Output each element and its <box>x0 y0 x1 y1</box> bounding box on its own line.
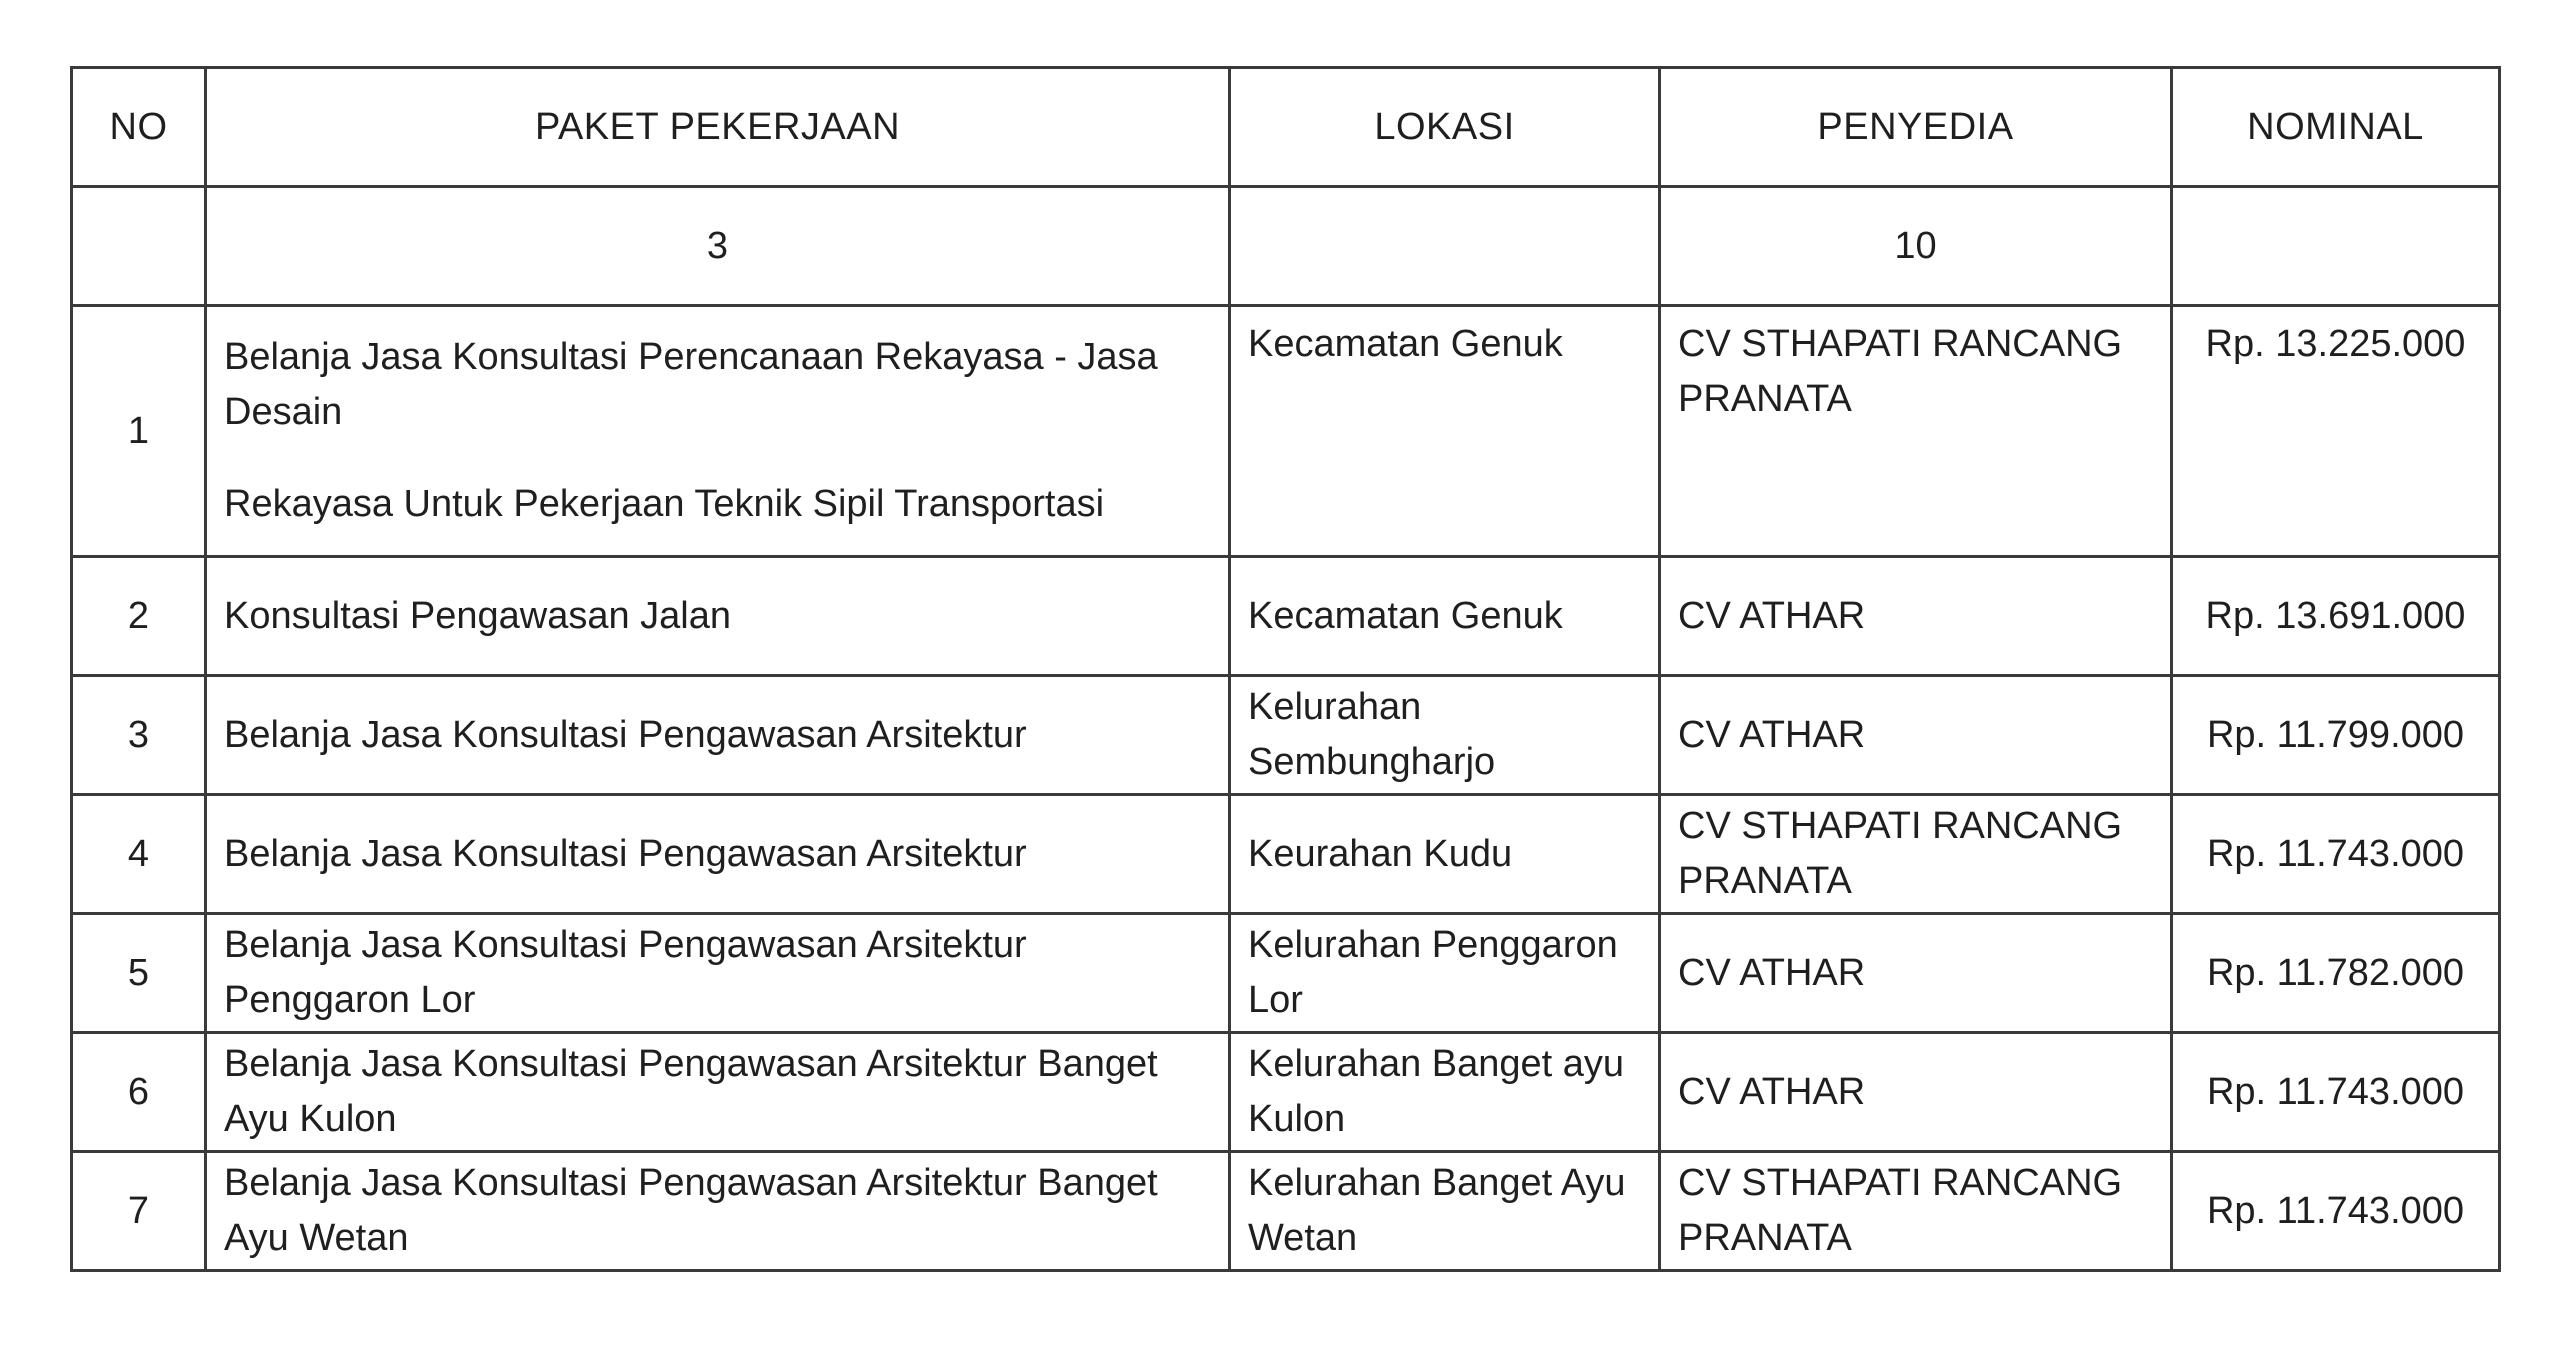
row-no: 6 <box>72 1033 206 1152</box>
row-no: 3 <box>72 676 206 795</box>
row-lokasi: Kelurahan Banget Ayu Wetan <box>1230 1152 1660 1271</box>
header-paket-pekerjaan: PAKET PEKERJAAN <box>206 68 1230 187</box>
table-row <box>72 557 2500 676</box>
table-row <box>72 306 2500 557</box>
row-nominal: Rp. 11.743.000 <box>2172 1152 2500 1271</box>
row-paket: Belanja Jasa Konsultasi Pengawasan Arsitektur Banget Ayu Wetan <box>206 1152 1230 1271</box>
header-no: NO <box>72 68 206 187</box>
row-nominal: Rp. 11.743.000 <box>2172 1033 2500 1152</box>
row-penyedia-text: CV STHAPATI RANCANG PRANATA <box>1678 323 2123 420</box>
row-nominal <box>2172 306 2500 557</box>
row-penyedia: CV ATHAR <box>1660 557 2172 676</box>
row-penyedia: CV ATHAR <box>1660 676 2172 795</box>
table-row <box>72 676 2500 795</box>
row-lokasi: Keurahan Kudu <box>1230 795 1660 914</box>
row-no: 1 <box>72 306 206 557</box>
header-lokasi: LOKASI <box>1230 68 1660 187</box>
header-nominal: NOMINAL <box>2172 68 2500 187</box>
row-penyedia: CV STHAPATI RANCANG PRANATA <box>1660 795 2172 914</box>
row-no: 4 <box>72 795 206 914</box>
row-paket: Belanja Jasa Konsultasi Pengawasan Arsitektur Banget Ayu Kulon <box>206 1033 1230 1152</box>
row-nominal: Rp. 11.782.000 <box>2172 914 2500 1033</box>
subheader-no <box>72 187 206 306</box>
row-paket: Belanja Jasa Konsultasi Pengawasan Arsitektur <box>206 676 1230 795</box>
subheader-penyedia-count: 10 <box>1660 187 2172 306</box>
header-row <box>72 68 2500 187</box>
table-row <box>72 1152 2500 1271</box>
row-penyedia: CV ATHAR <box>1660 914 2172 1033</box>
header-penyedia: PENYEDIA <box>1660 68 2172 187</box>
row-no: 7 <box>72 1152 206 1271</box>
row-no: 2 <box>72 557 206 676</box>
row-paket-line-1: Belanja Jasa Konsultasi Perencanaan Rekayasa - Jasa Desain <box>224 336 1158 433</box>
row-penyedia <box>1660 306 2172 557</box>
row-lokasi: Kecamatan Genuk <box>1230 557 1660 676</box>
subheader-nominal <box>2172 187 2500 306</box>
procurement-table <box>70 66 2501 1272</box>
subheader-lokasi <box>1230 187 1660 306</box>
subheader-paket-count: 3 <box>206 187 1230 306</box>
row-lokasi: Kelurahan Sembungharjo <box>1230 676 1660 795</box>
row-nominal: Rp. 13.691.000 <box>2172 557 2500 676</box>
row-penyedia: CV ATHAR <box>1660 1033 2172 1152</box>
table-row <box>72 914 2500 1033</box>
row-lokasi-text: Kecamatan Genuk <box>1248 323 1563 365</box>
row-paket: Konsultasi Pengawasan Jalan <box>206 557 1230 676</box>
row-paket: Belanja Jasa Konsultasi Pengawasan Arsitektur Penggaron Lor <box>206 914 1230 1033</box>
table-row <box>72 795 2500 914</box>
row-paket <box>206 306 1230 557</box>
row-lokasi <box>1230 306 1660 557</box>
row-penyedia: CV STHAPATI RANCANG PRANATA <box>1660 1152 2172 1271</box>
row-nominal: Rp. 11.799.000 <box>2172 676 2500 795</box>
table-row <box>72 1033 2500 1152</box>
row-lokasi: Kelurahan Penggaron Lor <box>1230 914 1660 1033</box>
row-lokasi: Kelurahan Banget ayu Kulon <box>1230 1033 1660 1152</box>
subheader-row <box>72 187 2500 306</box>
row-nominal: Rp. 11.743.000 <box>2172 795 2500 914</box>
row-paket: Belanja Jasa Konsultasi Pengawasan Arsitektur <box>206 795 1230 914</box>
row-nominal-text: Rp. 13.225.000 <box>2205 323 2466 365</box>
row-paket-line-2: Rekayasa Untuk Pekerjaan Teknik Sipil Transportasi <box>224 483 1105 525</box>
row-no: 5 <box>72 914 206 1033</box>
